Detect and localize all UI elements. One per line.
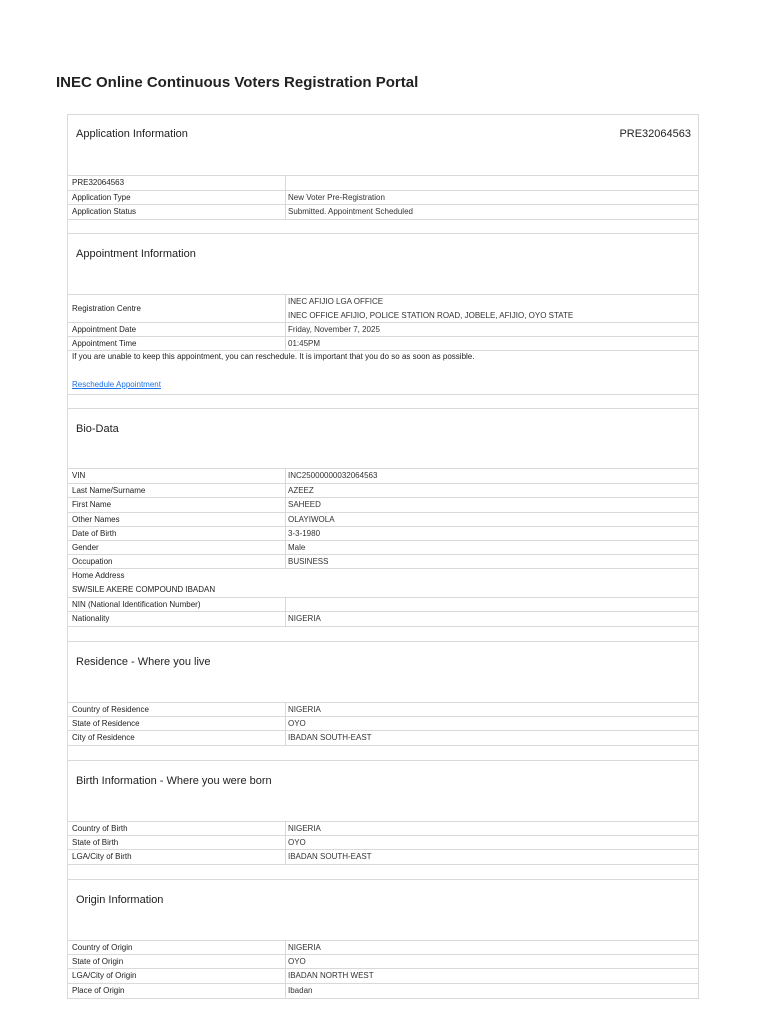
table-row bbox=[67, 849, 699, 864]
table-row bbox=[67, 702, 699, 717]
table-row bbox=[67, 497, 699, 512]
row-label: Place of Origin bbox=[72, 986, 125, 995]
row-value: OYO bbox=[288, 838, 306, 847]
row-value: NIGERIA bbox=[288, 705, 321, 714]
column-divider bbox=[285, 969, 286, 983]
row-value: IBADAN NORTH WEST bbox=[288, 971, 374, 980]
table-row bbox=[67, 294, 699, 322]
row-label: Nationality bbox=[72, 614, 110, 623]
divider bbox=[67, 745, 699, 746]
row-value: OYO bbox=[288, 957, 306, 966]
table-row bbox=[67, 954, 699, 969]
row-label: Other Names bbox=[72, 515, 120, 524]
column-divider bbox=[285, 323, 286, 337]
home-address-label: Home Address bbox=[72, 571, 125, 580]
residence-section-title: Residence - Where you live bbox=[76, 656, 211, 668]
divider bbox=[67, 219, 699, 220]
registration-centre-address: INEC OFFICE AFIJIO, POLICE STATION ROAD, JOBELE, AFIJIO, OYO STATE bbox=[288, 311, 574, 320]
application-section-title: Application Information bbox=[76, 128, 188, 140]
row-label: State of Origin bbox=[72, 957, 124, 966]
row-value: OYO bbox=[288, 719, 306, 728]
biodata-section-title: Bio-Data bbox=[76, 423, 119, 435]
table-row bbox=[67, 540, 699, 555]
row-label: LGA/City of Origin bbox=[72, 971, 137, 980]
table-row bbox=[67, 940, 699, 955]
row-label: Country of Birth bbox=[72, 824, 128, 833]
divider bbox=[67, 394, 699, 395]
row-value: NIGERIA bbox=[288, 943, 321, 952]
column-divider bbox=[285, 498, 286, 512]
column-divider bbox=[285, 205, 286, 219]
column-divider bbox=[285, 703, 286, 717]
row-label: Date of Birth bbox=[72, 529, 117, 538]
column-divider bbox=[285, 527, 286, 541]
row-value: IBADAN SOUTH-EAST bbox=[288, 852, 372, 861]
column-divider bbox=[285, 176, 286, 190]
appointment-section-header bbox=[67, 233, 699, 295]
row-value: AZEEZ bbox=[288, 486, 314, 495]
column-divider bbox=[285, 955, 286, 969]
page-title: INEC Online Continuous Voters Registration Portal bbox=[56, 74, 419, 91]
row-label: VIN bbox=[72, 471, 86, 480]
divider bbox=[67, 864, 699, 865]
row-value: New Voter Pre-Registration bbox=[288, 192, 385, 202]
row-label: First Name bbox=[72, 500, 112, 509]
table-row bbox=[67, 526, 699, 541]
row-label: Country of Residence bbox=[72, 705, 149, 714]
row-value: NIGERIA bbox=[288, 824, 321, 833]
origin-section-title: Origin Information bbox=[76, 894, 164, 906]
column-divider bbox=[285, 484, 286, 498]
table-row bbox=[67, 983, 699, 998]
column-divider bbox=[285, 295, 286, 322]
row-value: OLAYIWOLA bbox=[288, 515, 335, 524]
row-label: Gender bbox=[72, 543, 99, 552]
row-label: LGA/City of Birth bbox=[72, 852, 132, 861]
column-divider bbox=[285, 598, 286, 612]
row-value: IBADAN SOUTH-EAST bbox=[288, 733, 372, 742]
table-row bbox=[67, 611, 699, 626]
table-row bbox=[67, 175, 699, 190]
registration-centre-name: INEC AFIJIO LGA OFFICE bbox=[288, 297, 384, 306]
column-divider bbox=[285, 612, 286, 626]
row-value: Friday, November 7, 2025 bbox=[288, 325, 380, 334]
application-section-header bbox=[67, 114, 699, 174]
column-divider bbox=[285, 513, 286, 527]
table-row bbox=[67, 554, 699, 569]
row-value: NIGERIA bbox=[288, 614, 321, 623]
column-divider bbox=[285, 717, 286, 731]
divider bbox=[67, 626, 699, 627]
application-code: PRE32064563 bbox=[619, 128, 691, 140]
row-label: City of Residence bbox=[72, 733, 135, 742]
column-divider bbox=[285, 731, 286, 745]
table-row bbox=[67, 597, 699, 612]
row-label: Application Status bbox=[72, 207, 137, 216]
biodata-section-header bbox=[67, 408, 699, 468]
row-value: Ibadan bbox=[288, 986, 313, 995]
row-value: INC25000000032064563 bbox=[288, 471, 378, 480]
reschedule-note bbox=[67, 350, 699, 394]
row-value: Male bbox=[288, 543, 306, 552]
column-divider bbox=[285, 850, 286, 864]
row-value: 01:45PM bbox=[288, 339, 321, 348]
birth-section-title: Birth Information - Where you were born bbox=[76, 775, 272, 787]
row-label: Last Name/Surname bbox=[72, 486, 146, 495]
table-row bbox=[67, 716, 699, 731]
appointment-section-title: Appointment Information bbox=[76, 248, 196, 260]
table-row bbox=[67, 835, 699, 850]
row-label: Country of Origin bbox=[72, 943, 133, 952]
row-value: BUSINESS bbox=[288, 557, 329, 566]
column-divider bbox=[285, 337, 286, 351]
home-address-value: SW/SILE AKERE COMPOUND IBADAN bbox=[72, 585, 216, 594]
row-value: SAHEED bbox=[288, 500, 321, 509]
row-label: Appointment Time bbox=[72, 339, 137, 348]
column-divider bbox=[285, 941, 286, 955]
reschedule-note-text: If you are unable to keep this appointment, you can reschedule. It is important that you do so as soon as possible. bbox=[72, 352, 475, 361]
application-ref: PRE32064563 bbox=[72, 178, 125, 187]
row-label: Application Type bbox=[72, 192, 131, 202]
table-row bbox=[67, 821, 699, 836]
table-row bbox=[67, 468, 699, 483]
table-row bbox=[67, 322, 699, 337]
row-label: State of Residence bbox=[72, 719, 140, 728]
table-row bbox=[67, 483, 699, 498]
column-divider bbox=[285, 836, 286, 850]
table-row bbox=[67, 190, 699, 205]
column-divider bbox=[285, 191, 286, 205]
origin-section-header bbox=[67, 879, 699, 940]
column-divider bbox=[285, 984, 286, 998]
column-divider bbox=[285, 541, 286, 555]
column-divider bbox=[285, 469, 286, 483]
residence-section-header bbox=[67, 641, 699, 702]
table-row bbox=[67, 968, 699, 983]
row-label: State of Birth bbox=[72, 838, 119, 847]
row-value: 3-3-1980 bbox=[288, 529, 321, 538]
home-address-row bbox=[67, 568, 699, 596]
birth-section-header bbox=[67, 760, 699, 821]
column-divider bbox=[285, 822, 286, 836]
row-label: Appointment Date bbox=[72, 325, 137, 334]
table-row bbox=[67, 730, 699, 745]
row-label: Occupation bbox=[72, 557, 113, 566]
table-row bbox=[67, 204, 699, 219]
reschedule-appointment-link[interactable]: Reschedule Appointment bbox=[72, 380, 161, 389]
column-divider bbox=[285, 555, 286, 569]
row-label: Registration Centre bbox=[72, 304, 141, 313]
row-label: NIN (National Identification Number) bbox=[72, 600, 201, 609]
row-value: Submitted. Appointment Scheduled bbox=[288, 207, 413, 216]
table-row bbox=[67, 336, 699, 351]
table-row bbox=[67, 512, 699, 527]
